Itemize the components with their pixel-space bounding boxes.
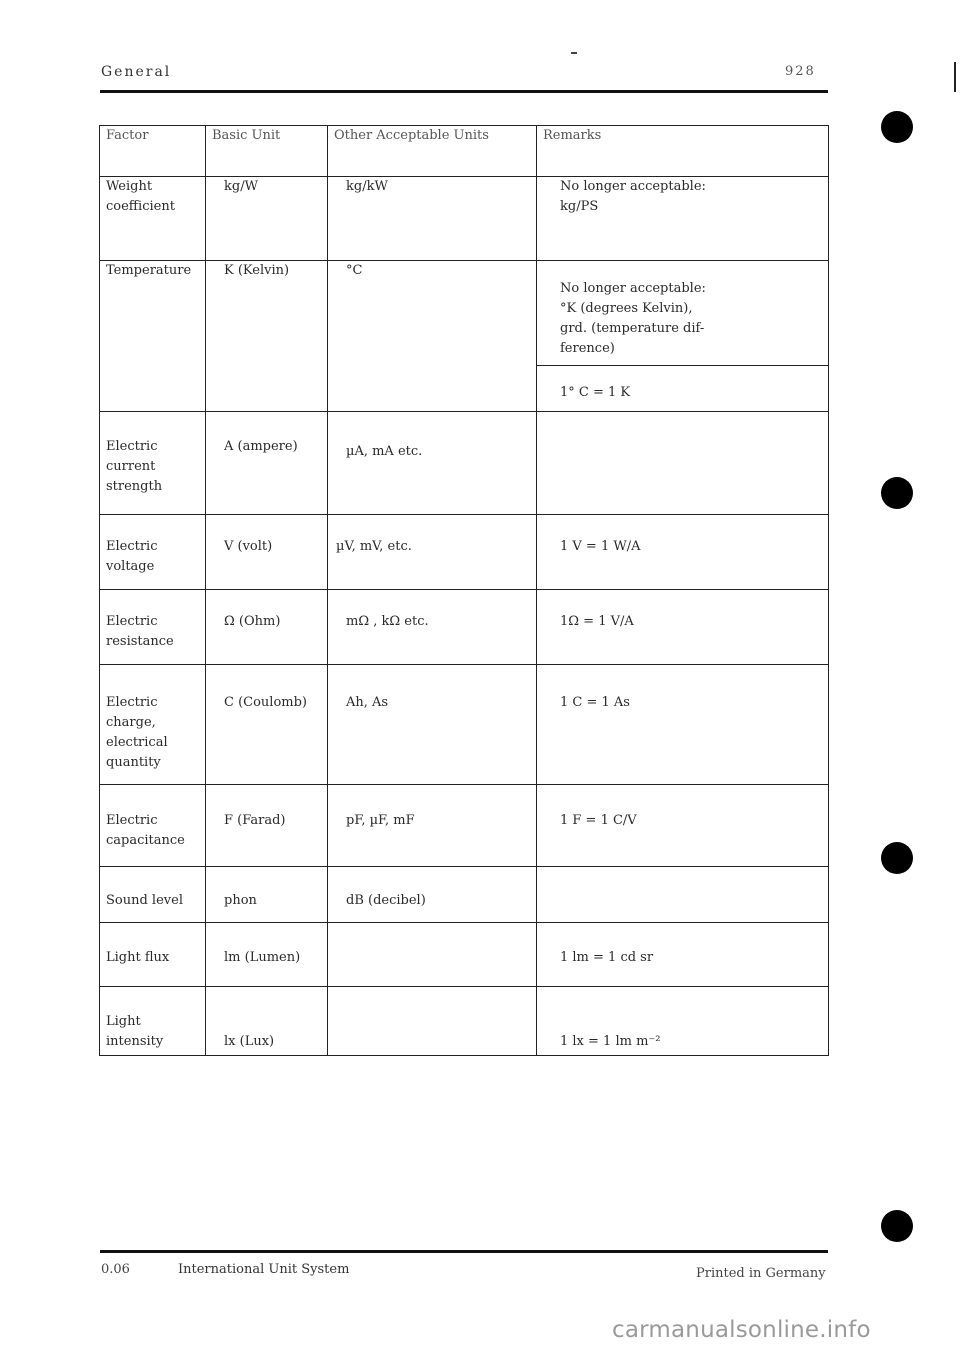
- remarks-cell: [537, 412, 829, 515]
- factor-cell: Light flux: [100, 923, 206, 987]
- other-units-cell: [328, 987, 537, 1056]
- basic-unit-cell: Ω (Ohm): [206, 590, 328, 665]
- remarks-text: No longer acceptable: °K (degrees Kelvin), grd. (temperature dif- ference): [537, 261, 828, 366]
- scan-mark: [571, 52, 577, 54]
- basic-unit-cell: C (Coulomb): [206, 665, 328, 785]
- other-units-cell: pF, µF, mF: [328, 785, 537, 867]
- other-units-cell: µA, mA etc.: [328, 412, 537, 515]
- other-units-cell: kg/kW: [328, 177, 537, 261]
- factor-cell: Electric capacitance: [100, 785, 206, 867]
- footer-printed: Printed in Germany: [696, 1266, 826, 1281]
- remarks-cell: 1 F = 1 C/V: [537, 785, 829, 867]
- remarks-cell: 1 lx = 1 lm m⁻²: [537, 987, 829, 1056]
- remarks-note: 1° C = 1 K: [560, 385, 631, 400]
- column-header: Basic Unit: [206, 126, 328, 177]
- factor-cell: Electric charge, electrical quantity: [100, 665, 206, 785]
- basic-unit-cell: phon: [206, 867, 328, 923]
- binder-hole-1: [881, 111, 913, 143]
- table-header-row: [100, 126, 829, 177]
- header-rule: [100, 90, 828, 93]
- basic-unit-cell: V (volt): [206, 515, 328, 590]
- factor-cell: Light intensity: [100, 987, 206, 1056]
- remarks-cell: 1Ω = 1 V/A: [537, 590, 829, 665]
- factor-cell: Electric resistance: [100, 590, 206, 665]
- footer-rule: [100, 1250, 828, 1253]
- column-header: Factor: [100, 126, 206, 177]
- table-row: [100, 665, 829, 785]
- remarks-cell: 1 V = 1 W/A: [537, 515, 829, 590]
- remarks-cell: No longer acceptable: kg/PS: [537, 177, 829, 261]
- factor-cell: Sound level: [100, 867, 206, 923]
- other-units-cell: [328, 923, 537, 987]
- other-units-cell: µV, mV, etc.: [328, 515, 537, 590]
- remarks-cell: [537, 261, 829, 412]
- basic-unit-cell: lx (Lux): [206, 987, 328, 1056]
- table-row: [100, 590, 829, 665]
- basic-unit-cell: F (Farad): [206, 785, 328, 867]
- other-units-cell: mΩ , kΩ etc.: [328, 590, 537, 665]
- table-row: [100, 515, 829, 590]
- table-row: [100, 987, 829, 1056]
- column-header: Other Acceptable Units: [328, 126, 537, 177]
- other-units-cell: dB (decibel): [328, 867, 537, 923]
- basic-unit-cell: K (Kelvin): [206, 261, 328, 412]
- factor-text: Weight coefficient: [106, 179, 175, 214]
- remarks-cell: [537, 867, 829, 923]
- binder-hole-3: [881, 842, 913, 874]
- footer-title: International Unit System: [178, 1262, 350, 1277]
- binder-hole-2: [881, 477, 913, 509]
- table-row: [100, 177, 829, 261]
- column-header: Remarks: [537, 126, 829, 177]
- table-row: [100, 923, 829, 987]
- table-row: [100, 261, 829, 412]
- units-table: [99, 125, 829, 1056]
- basic-unit-cell: A (ampere): [206, 412, 328, 515]
- section-title: General: [101, 64, 172, 80]
- other-units-cell: Ah, As: [328, 665, 537, 785]
- footer-code: 0.06: [101, 1262, 130, 1277]
- basic-unit-cell: kg/W: [206, 177, 328, 261]
- watermark: carmanualsonline.info: [612, 1317, 871, 1343]
- remarks-cell: 1 C = 1 As: [537, 665, 829, 785]
- page-number: 928: [785, 64, 816, 79]
- remarks-cell: 1 lm = 1 cd sr: [537, 923, 829, 987]
- other-units-cell: °C: [328, 261, 537, 412]
- factor-cell: Electric current strength: [100, 412, 206, 515]
- table-row: [100, 867, 829, 923]
- factor-cell: [100, 177, 206, 261]
- factor-cell: Electric voltage: [100, 515, 206, 590]
- basic-unit-cell: lm (Lumen): [206, 923, 328, 987]
- scan-edge-mark: [954, 62, 956, 92]
- table-row: [100, 785, 829, 867]
- binder-hole-4: [881, 1210, 913, 1242]
- factor-cell: Temperature: [100, 261, 206, 412]
- table-row: [100, 412, 829, 515]
